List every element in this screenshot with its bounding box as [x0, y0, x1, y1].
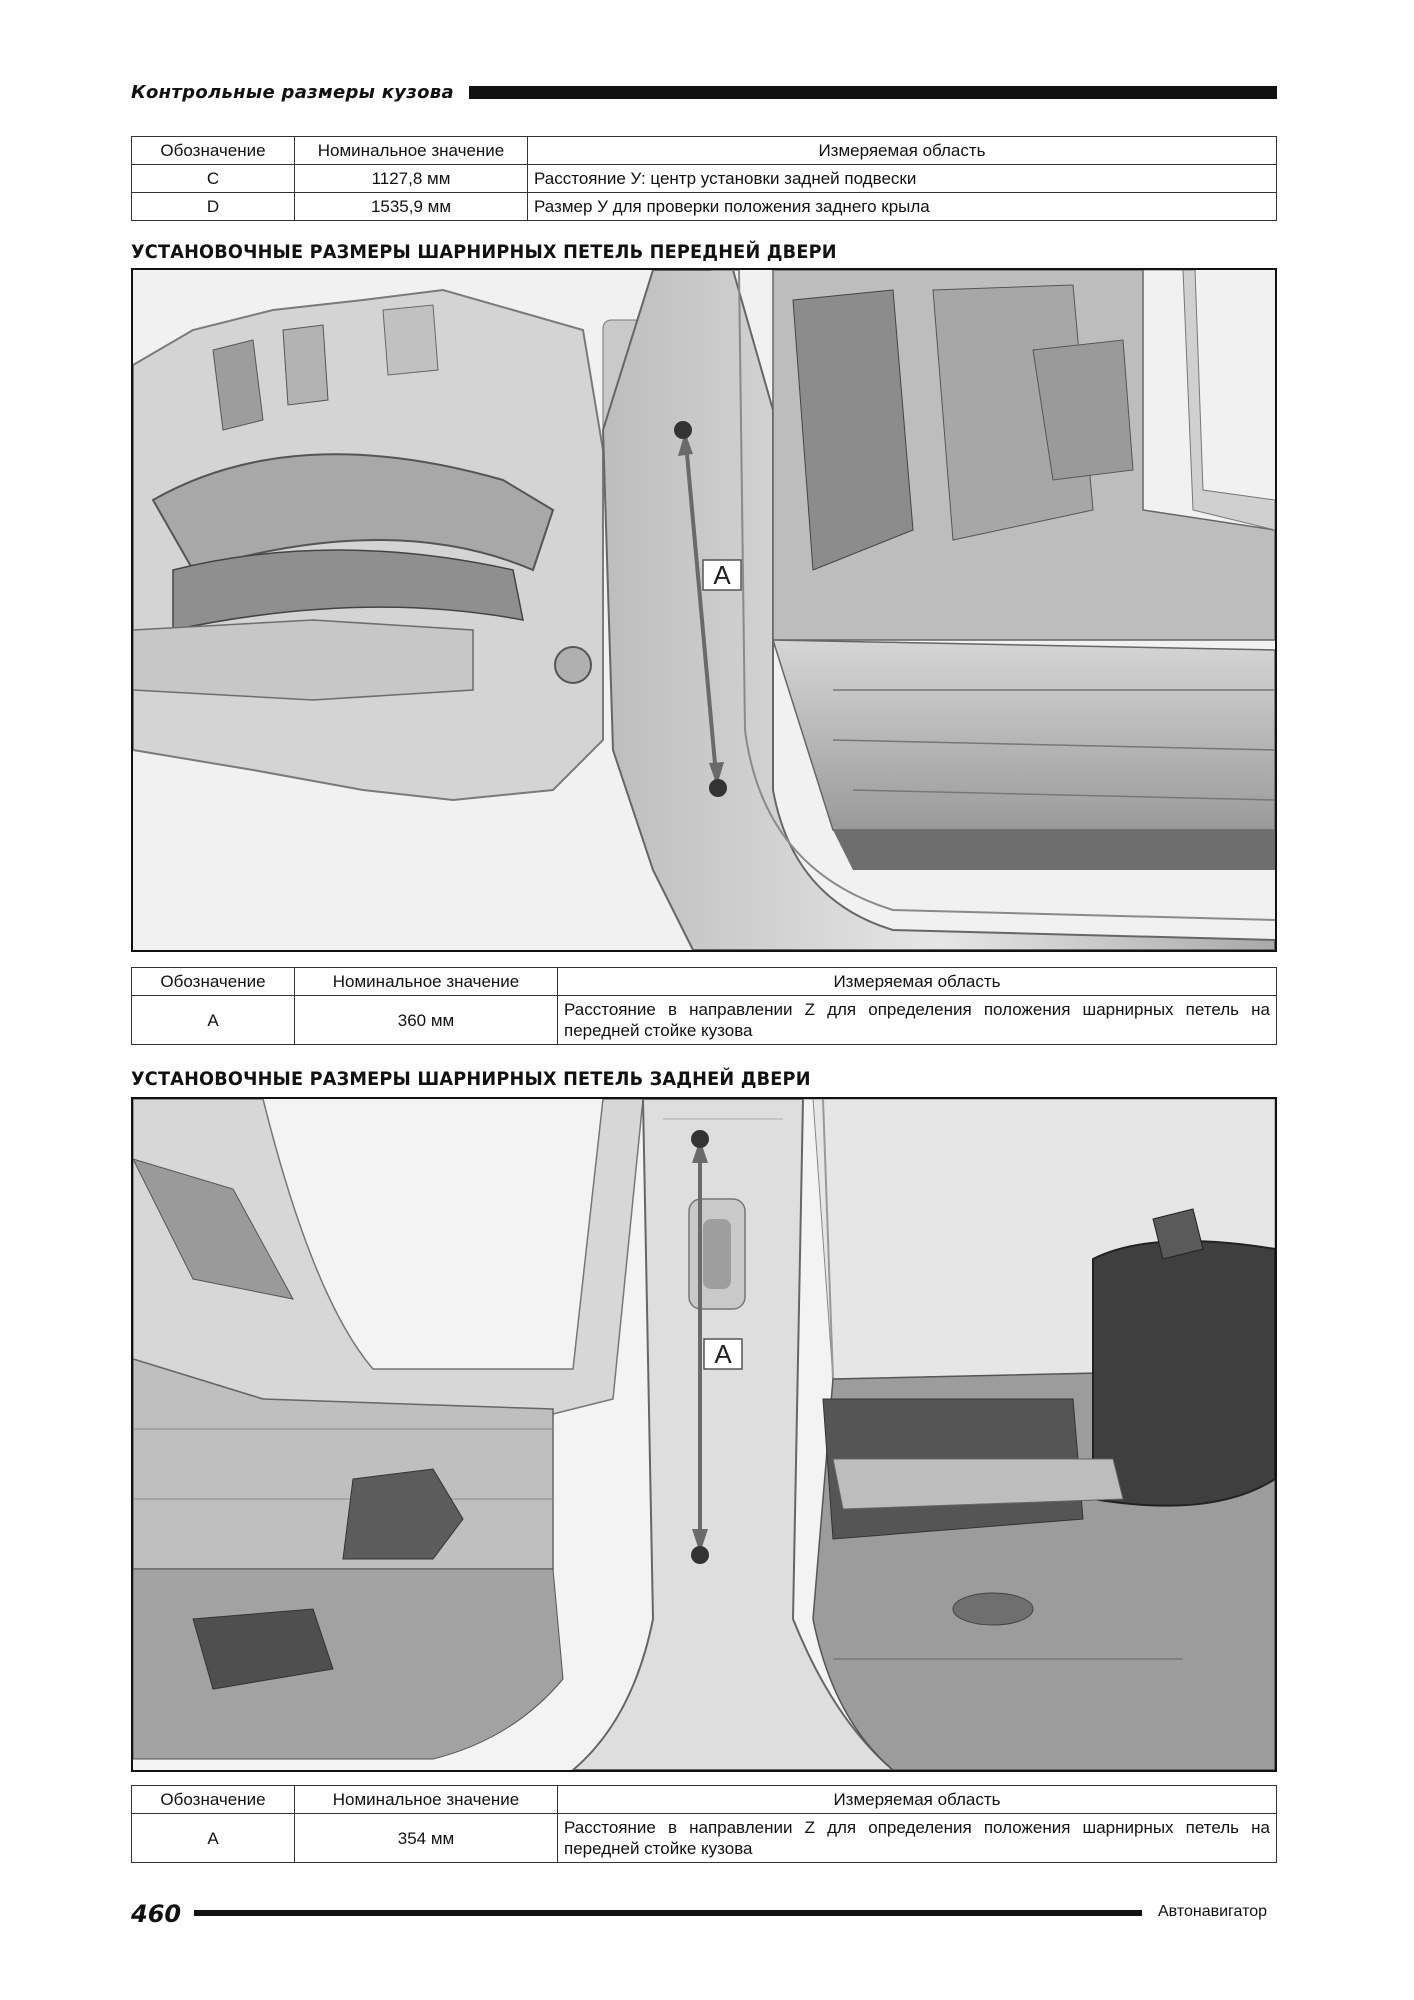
table-cell: D: [132, 193, 295, 221]
table-header-row: [132, 137, 1277, 165]
page-number: 460: [131, 1900, 182, 1928]
footer-rule: [194, 1910, 1142, 1916]
column-header: Номинальное значение: [295, 137, 528, 165]
hinge-point-lower: [709, 779, 727, 797]
dimension-label-rear: A: [714, 1339, 732, 1369]
table-cell: 1127,8 мм: [295, 165, 528, 193]
table-cell: Размер У для проверки положения заднего крыла: [528, 193, 1277, 221]
top-spec-table: [131, 136, 1277, 221]
rear-door-hinge-figure: [131, 1097, 1277, 1772]
column-header: Обозначение: [132, 968, 295, 996]
header-title: Контрольные размеры кузова: [131, 82, 462, 103]
table-cell: Расстояние в направлении Z для определения положения шарнирных петель на передней стойке кузова: [558, 1814, 1277, 1863]
column-header: Измеряемая область: [558, 1786, 1277, 1814]
front-door-hinge-figure: [131, 268, 1277, 952]
dimension-label-front: A: [713, 560, 731, 590]
header-rule: [469, 86, 1277, 99]
column-header: Номинальное значение: [295, 968, 558, 996]
column-header: Измеряемая область: [528, 137, 1277, 165]
hinge-point-lower: [691, 1546, 709, 1564]
table-row: [132, 996, 1277, 1045]
front-door-body-illustration: [133, 270, 1275, 950]
column-header: Обозначение: [132, 1786, 295, 1814]
column-header: Номинальное значение: [295, 1786, 558, 1814]
page-header: [131, 82, 1277, 106]
section-title-rear-door: УСТАНОВОЧНЫЕ РАЗМЕРЫ ШАРНИРНЫХ ПЕТЕЛЬ ЗАДНЕЙ ДВЕРИ: [131, 1068, 811, 1090]
table-cell: C: [132, 165, 295, 193]
table-row: [132, 165, 1277, 193]
table-cell: A: [132, 1814, 295, 1863]
column-header: Обозначение: [132, 137, 295, 165]
table-cell: 1535,9 мм: [295, 193, 528, 221]
table-cell: 354 мм: [295, 1814, 558, 1863]
rear-door-spec-table: [131, 1785, 1277, 1863]
rear-door-body-illustration: [133, 1099, 1275, 1770]
table-cell: A: [132, 996, 295, 1045]
table-cell: Расстояние У: центр установки задней подвески: [528, 165, 1277, 193]
hinge-point-upper: [691, 1130, 709, 1148]
front-door-spec-table: [131, 967, 1277, 1045]
table-header-row: [132, 1786, 1277, 1814]
table-cell: Расстояние в направлении Z для определения положения шарнирных петель на передней стойке кузова: [558, 996, 1277, 1045]
table-cell: 360 мм: [295, 996, 558, 1045]
table-header-row: [132, 968, 1277, 996]
hinge-point-upper: [674, 421, 692, 439]
footer-brand: Автонавигатор: [1158, 1903, 1268, 1920]
table-row: [132, 1814, 1277, 1863]
section-title-front-door: УСТАНОВОЧНЫЕ РАЗМЕРЫ ШАРНИРНЫХ ПЕТЕЛЬ ПЕРЕДНЕЙ ДВЕРИ: [131, 241, 837, 263]
column-header: Измеряемая область: [558, 968, 1277, 996]
table-row: [132, 193, 1277, 221]
